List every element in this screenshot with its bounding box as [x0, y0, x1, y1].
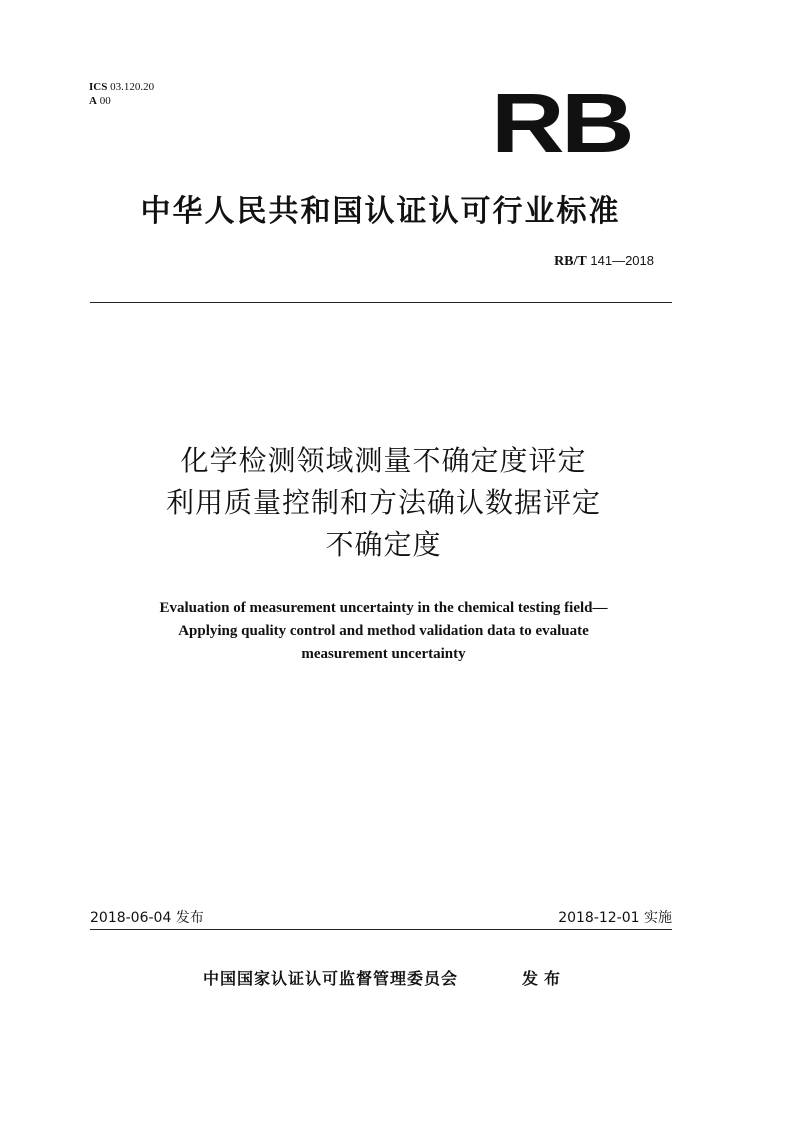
footer-divider: [90, 929, 672, 930]
english-title-line-1: Evaluation of measurement uncertainty in the chemical testing field—: [159, 600, 608, 616]
ccs-line: [89, 94, 154, 108]
ics-code: 03.120.20: [110, 81, 155, 93]
standard-number: [554, 253, 654, 270]
header-divider: [90, 302, 672, 303]
ics-line: [89, 80, 154, 94]
english-title-line-3: measurement uncertainty: [301, 646, 466, 662]
classification-codes: [89, 80, 154, 108]
chinese-title-line-1: 化学检测领域测量不确定度评定: [180, 444, 587, 477]
standard-number-prefix: RB/T: [554, 254, 587, 269]
ics-label: ICS: [89, 81, 108, 93]
english-title: [0, 597, 793, 666]
publish-verb: 发布: [522, 969, 567, 988]
rb-logo: [490, 90, 632, 156]
standard-number-suffix: 141—2018: [590, 253, 654, 268]
publisher-name: 中国国家认证认可监督管理委员会: [203, 969, 459, 988]
english-title-line-2: Applying quality control and method validation data to evaluate: [178, 623, 589, 639]
chinese-title: [0, 440, 793, 566]
standard-category-text: 中华人民共和国认证认可行业标准: [140, 194, 621, 229]
chinese-title-line-2: 利用质量控制和方法确认数据评定: [165, 486, 601, 519]
implementation-date: 2018-12-01 实施: [558, 910, 672, 926]
logo-text: RB: [491, 90, 631, 156]
ccs-code: 00: [99, 95, 111, 107]
standard-category: [0, 186, 793, 230]
chinese-title-line-3: 不确定度: [325, 528, 442, 561]
issue-date: 2018-06-04 发布: [90, 910, 204, 926]
ccs-label: A: [89, 95, 97, 107]
